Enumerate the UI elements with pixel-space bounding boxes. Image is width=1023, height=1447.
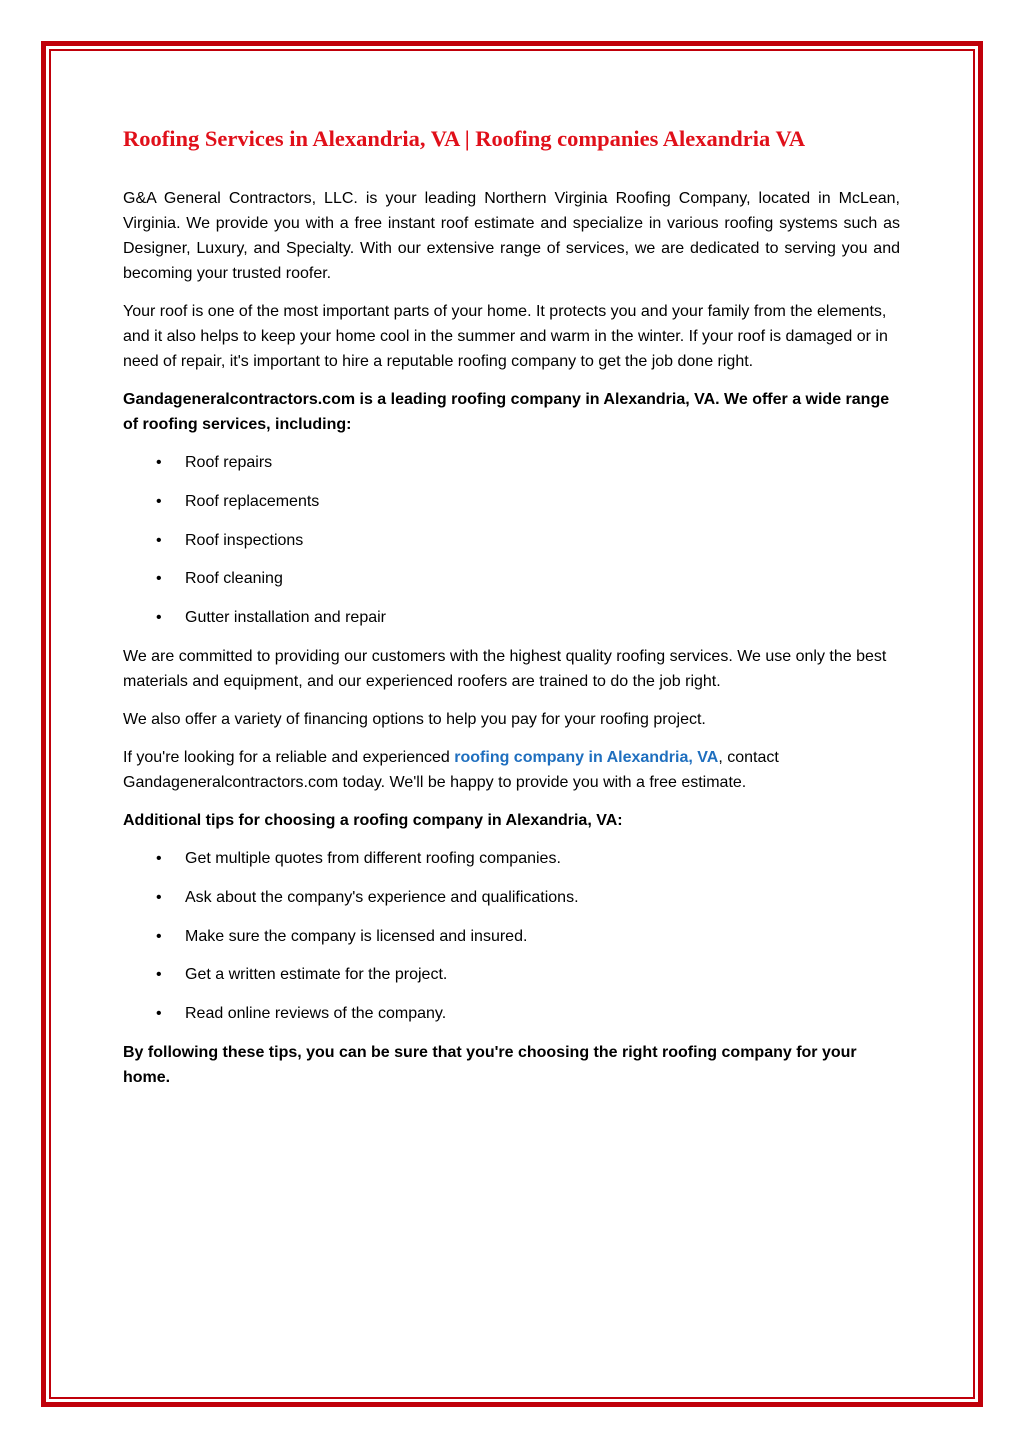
- tip-item-text: Make sure the company is licensed and insured.: [185, 927, 528, 945]
- tips-heading: Additional tips for choosing a roofing company in Alexandria, VA:: [123, 811, 623, 829]
- tips-list: [123, 846, 900, 1026]
- service-item-text: Roof replacements: [185, 492, 320, 510]
- contact-paragraph: [123, 745, 900, 795]
- bullet-icon: •: [156, 888, 162, 906]
- roof-importance-paragraph: Your roof is one of the most important parts of your home. It protects you and your family from the elements, and it also helps to keep your home cool in the summer and warm in the winter. If your roof is damaged or in need of repair, it's important to hire a reputable roofing company to get the job done right.: [123, 303, 888, 370]
- document-body: [123, 122, 900, 1103]
- bullet-icon: •: [156, 454, 162, 471]
- bullet-icon: •: [156, 531, 162, 549]
- bullet-icon: •: [156, 927, 162, 945]
- financing-paragraph: We also offer a variety of financing options to help you pay for your roofing project.: [123, 710, 706, 728]
- bullet-icon: •: [156, 1005, 162, 1023]
- list-item: [123, 885, 900, 910]
- service-item-text: Roof cleaning: [185, 570, 283, 588]
- service-item-text: Roof repairs: [185, 454, 273, 471]
- list-item: [123, 962, 900, 987]
- tip-item-text: Get a written estimate for the project.: [185, 966, 448, 984]
- intro-paragraph: G&A General Contractors, LLC. is your leading Northern Virginia Roofing Company, located in McLean, Virginia. We provide you with a free instant roof estimate and specialize in various roofing systems such as Designer, Luxury, and Specialty. With our extensive range of services, we are dedicated to serving you and becoming your trusted roofer.: [123, 190, 900, 282]
- list-item: [123, 605, 900, 630]
- bullet-icon: •: [156, 570, 162, 588]
- list-item: [123, 450, 900, 475]
- bullet-icon: •: [156, 966, 162, 984]
- service-item-text: Gutter installation and repair: [185, 609, 386, 627]
- services-list: [123, 450, 900, 630]
- closing-paragraph: By following these tips, you can be sure that you're choosing the right roofing company for your home.: [123, 1043, 857, 1086]
- tip-item-text: Get multiple quotes from different roofing companies.: [185, 849, 561, 867]
- document-title: Roofing Services in Alexandria, VA | Roofing companies Alexandria VA: [123, 126, 806, 151]
- list-item: [123, 846, 900, 871]
- tip-item-text: Read online reviews of the company.: [185, 1005, 447, 1023]
- bullet-icon: •: [156, 609, 162, 627]
- list-item: [123, 924, 900, 949]
- list-item: [123, 566, 900, 591]
- list-item: [123, 1001, 900, 1026]
- contact-text-before: If you're looking for a reliable and experienced: [123, 748, 455, 766]
- list-item: [123, 489, 900, 514]
- contact-text-after: , contact Gandageneralcontractors.com today. We'll be happy to provide you with a free estimate.: [123, 748, 779, 791]
- roofing-company-link[interactable]: roofing company in Alexandria, VA: [454, 748, 719, 766]
- tip-item-text: Ask about the company's experience and qualifications.: [185, 888, 579, 906]
- bullet-icon: •: [156, 492, 162, 510]
- service-item-text: Roof inspections: [185, 531, 304, 549]
- services-heading: Gandageneralcontractors.com is a leading roofing company in Alexandria, VA. We offer a wide range of roofing services, including:: [123, 391, 890, 433]
- list-item: [123, 528, 900, 553]
- bullet-icon: •: [156, 849, 162, 867]
- commitment-paragraph: We are committed to providing our customers with the highest quality roofing services. We use only the best materials and equipment, and our experienced roofers are trained to do the job right.: [123, 647, 887, 690]
